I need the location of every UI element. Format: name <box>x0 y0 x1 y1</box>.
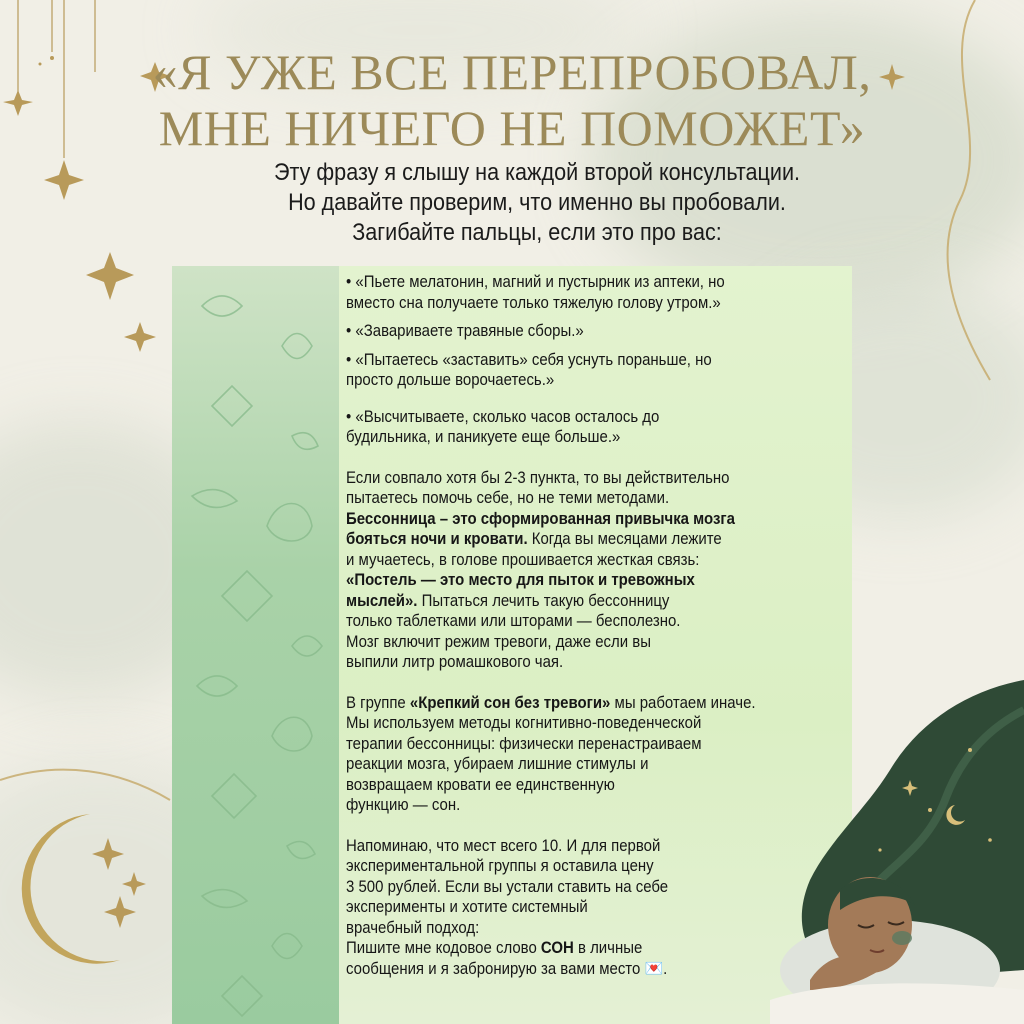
list-item: • «Высчитываете, сколько часов осталось до будильника, и паникуете еще больше.» <box>346 406 660 446</box>
leaf-pattern <box>172 266 339 1024</box>
sleeping-woman-illustration <box>770 680 1024 1024</box>
list-item: • «Пьете мелатонин, магний и пустырник из аптеки, но вместо сна получаете только тяжелую голову утром.» <box>346 272 725 312</box>
list-item: • «Пытаетесь «заставить» себя уснуть пораньше, но просто дольше ворочаетесь.» <box>346 349 712 389</box>
moon-bottom-left <box>10 800 190 1000</box>
intro-text: Эту фразу я слышу на каждой второй консультации. Но давайте проверим, что именно вы пробовали. Загибайте пальцы, если это про вас: <box>273 159 801 246</box>
crescent-moon-icon <box>22 814 120 964</box>
paragraph-explanation: Если совпало хотя бы 2-3 пункта, то вы действительно пытаетесь помочь себе, но не теми методами. Бессонница – это сформированная привычка мозга бояться ночи и кровати. Когда вы месяцами лежите и мучаетесь, в голове прошивается жесткая связь: «Постель — это место для пыток и тревожных мыслей». Пытаться лечить такую бессонницу только таблетками или шторами — бесполезно. Мозг включит режим тревоги, даже если вы выпили литр ромашкового чая. <box>346 467 735 671</box>
page-title: «Я УЖЕ ВСЕ ПЕРЕПРОБОВАЛ, МНЕ НИЧЕГО НЕ ПОМОЖЕТ» <box>152 44 872 156</box>
content-panel <box>172 266 852 1024</box>
star-icon <box>92 838 146 928</box>
paragraph-offer: Напоминаю, что мест всего 10. И для первой экспериментальной группы я оставила цену 3 500 рублей. Если вы устали ставить на себе эксперименты и хотите системный врачебный подход: Пишите мне кодовое слово СОН в личные сообщения и я забронирую за вами место 💌. <box>346 835 669 978</box>
list-item: • «Завариваете травяные сборы.» <box>346 321 584 340</box>
paragraph-group: В группе «Крепкий сон без тревоги» мы работаем иначе. Мы используем методы когнитивно-поведенческой терапии бессонницы: физически перенастраиваем реакции мозга, убираем лишние стимулы и возвращаем кровати ее единственную функцию — сон. <box>346 692 756 814</box>
leaf-pattern-strip <box>172 266 339 1024</box>
